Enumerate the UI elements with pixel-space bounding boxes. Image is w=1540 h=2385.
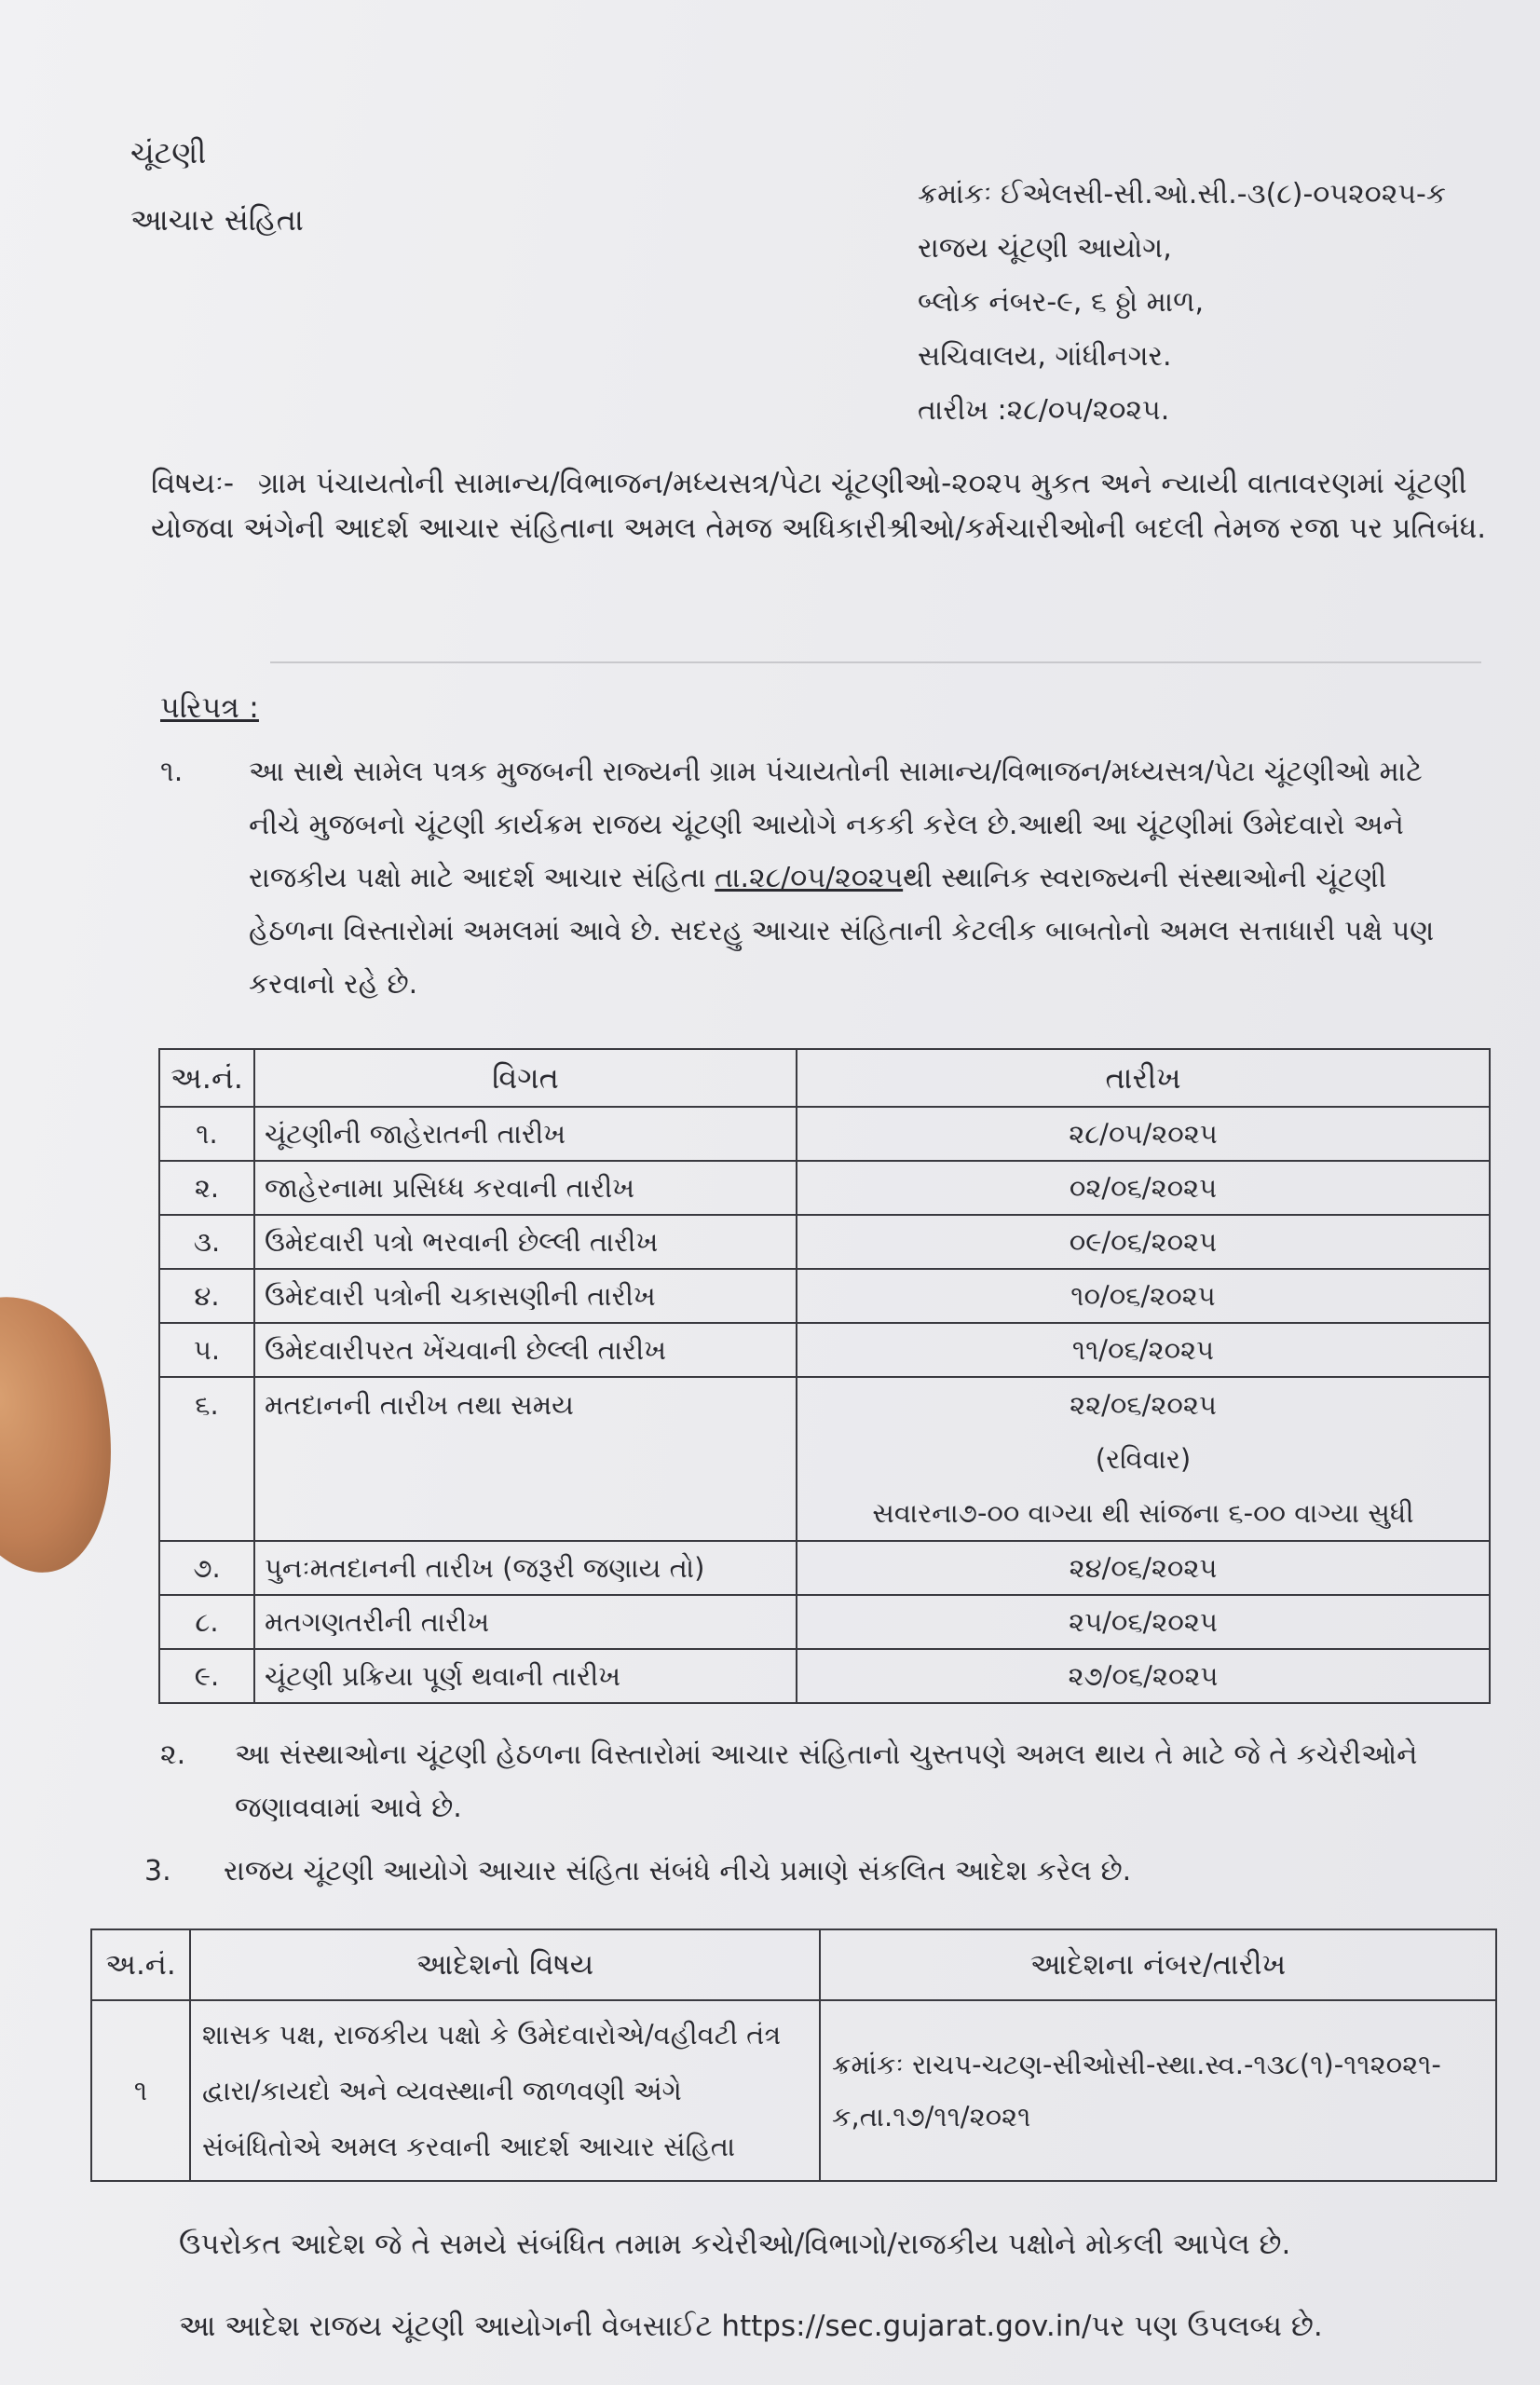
row-number: ૯. [159,1649,254,1703]
polling-time: સવારના૭-૦૦ વાગ્યા થી સાંજના ૬-૦૦ વાગ્યા સુધી [872,1497,1414,1529]
paragraph-2-text: આ સંસ્થાઓના ચૂંટણી હેઠળના વિસ્તારોમાં આચાર સંહિતાનો ચુસ્તપણે અમલ થાય તે માટે જે તે કચેરીઓને જણાવવામાં આવે છે. [235,1738,1418,1824]
row-number [159,1377,254,1541]
row-date: ૨૪/૦૬/૨૦૨૫ [797,1541,1490,1595]
letter-date: તારીખ :૨૮/૦૫/૨૦૨૫. [918,394,1170,427]
row-number: ૪. [159,1269,254,1323]
table-row [159,1541,1490,1595]
header-left [130,119,304,253]
paragraph-2-number: ૨. [160,1738,186,1771]
table-row [159,1269,1490,1323]
row-number: ૭. [159,1541,254,1595]
row-date: ૦૨/૦૬/૨૦૨૫ [797,1161,1490,1215]
paragraph-1-number: ૧. [160,756,184,788]
row-detail: ઉમેદવારી પત્રોની ચકાસણીની તારીખ [254,1269,797,1323]
table-row [159,1107,1490,1161]
polling-day: (રવિવાર) [1095,1443,1192,1475]
divider [270,661,1481,663]
paragraph-1-text-a: આ સાથે સામેલ પત્રક મુજબની રાજ્યની ગ્રામ પંચાયતોની સામાન્ય/વિભાજન/મધ્યસત્ર/પેટા ચૂંટણીઓ માટે નીચે મુજબનો ચૂંટણી કાર્યક્રમ રાજય ચૂંટણી આયોગે નકકી કરેલ છે.આથી આ ચૂંટણીમાં ઉમેદવારો અને રાજકીય પક્ષો માટે આદર્શ આચાર સંહિતા [249,756,1423,894]
table-row [159,1649,1490,1703]
row-detail: ચૂંટણીની જાહેરાતની તારીખ [254,1107,797,1161]
orders-table [90,1928,1497,2182]
row-detail: ઉમેદવારી પત્રો ભરવાની છેલ્લી તારીખ [254,1215,797,1269]
orders-header-no: અ.નં. [91,1929,190,2000]
order-subject: શાસક પક્ષ, રાજકીય પક્ષો કે ઉમેદવારોએ/વહીવટી તંત્ર દ્વારા/કાયદો અને વ્યવસ્થાની જાળવણી અંગે સંબંધિતોએ અમલ કરવાની આદર્શ આચાર સંહિતા [190,2000,820,2181]
order-reference: ક્રમાંકઃ રાચપ-ચટણ-સીઓસી-સ્થા.સ્વ.-૧૩૮(૧)-૧૧૨૦૨૧-ક,તા.૧૭/૧૧/૨૦૨૧ [820,2000,1496,2181]
paragraph-1-date: તા.૨૮/૦૫/૨૦૨૫ [715,862,904,894]
subject [151,461,1492,551]
row-date: ૨૫/૦૬/૨૦૨૫ [797,1595,1490,1649]
reference-number: ક્રમાંકઃ ઈએલસી-સી.ઓ.સી.-૩(૮)-૦૫૨૦૨૫-ક [918,178,1447,211]
footer-line-1: ઉપરોકત આદેશ જે તે સમયે સંબંધિત તમામ કચેરીઓ/વિભાગો/રાજકીય પક્ષોને મોકલી આપેલ છે. [179,2228,1291,2261]
row-detail-text: મતદાનની તારીખ તથા સમય [265,1389,574,1421]
table-row [159,1377,1490,1541]
circular-heading: પરિપત્ર : [160,689,259,725]
table-row [159,1323,1490,1377]
header-right [918,168,1446,438]
thumb-photo-artifact [0,1280,139,1590]
paragraph-1-text-b: થી સ્થાનિક સ્વરાજ્યની સંસ્થાઓની ચૂંટણી હેઠળના વિસ્તારોમાં અમલમાં આવે છે. સદરહુ આચાર સંહિતાની કેટલીક બાબતોનો અમલ સત્તાધારી પક્ષે પણ કરવાનો રહે છે. [249,862,1435,1001]
row-number: ૨. [159,1161,254,1215]
orders-header-row [91,1929,1496,2000]
row-number: ૧. [159,1107,254,1161]
paragraph-1 [160,745,1492,1015]
paragraph-3 [144,1845,1486,1901]
schedule-header-no: અ.નં. [159,1049,254,1107]
row-date: ૧૦/૦૬/૨૦૨૫ [797,1269,1490,1323]
row-detail: ઉમેદવારીપરત ખેંચવાની છેલ્લી તારીખ [254,1323,797,1377]
row-detail: પુનઃમતદાનની તારીખ (જરૂરી જણાય તો) [254,1541,797,1595]
row-detail: મતગણતરીની તારીખ [254,1595,797,1649]
paragraph-3-number: 3. [144,1855,171,1888]
row-detail: ચૂંટણી પ્રક્રિયા પૂર્ણ થવાની તારીખ [254,1649,797,1703]
polling-date: ૨૨/૦૬/૨૦૨૫ [1070,1389,1217,1421]
footer-line-2: આ આદેશ રાજય ચૂંટણી આયોગની વેબસાઈટ https://sec.gujarat.gov.in/પર પણ ઉપલબ્ધ છે. [179,2310,1323,2343]
table-row [159,1161,1490,1215]
orders-header-subject: આદેશનો વિષય [190,1929,820,2000]
row-date: ૨૮/૦૫/૨૦૨૫ [797,1107,1490,1161]
paragraph-1-text [249,745,1479,1011]
subject-label: વિષયઃ- [151,467,235,500]
row-number: ૫. [159,1323,254,1377]
table-row [91,2000,1496,2181]
schedule-header-detail: વિગત [254,1049,797,1107]
row-date: ૨૭/૦૬/૨૦૨૫ [797,1649,1490,1703]
paragraph-2 [160,1728,1492,1840]
office-name: રાજય ચૂંટણી આયોગ, [918,232,1172,265]
office-block: બ્લોક નંબર-૯, ૬ ઠ્ઠો માળ, [918,286,1205,319]
row-number: ૩. [159,1215,254,1269]
table-row [159,1595,1490,1649]
paragraph-3-text: રાજય ચૂંટણી આયોગે આચાર સંહિતા સંબંધે નીચે પ્રમાણે સંકલિત આદેશ કરેલ છે. [224,1855,1132,1888]
order-number: ૧ [91,2000,190,2181]
header-left-line2: આચાર સંહિતા [130,202,304,238]
schedule-table [158,1048,1491,1704]
header-left-line1: ચૂંટણી [130,135,207,170]
schedule-header-date: તારીખ [797,1049,1490,1107]
schedule-header-row [159,1049,1490,1107]
row-number-text: ૬. [195,1389,219,1421]
table-row [159,1215,1490,1269]
subject-text: ગ્રામ પંચાયતોની સામાન્ય/વિભાજન/મધ્યસત્ર/પેટા ચૂંટણીઓ-૨૦૨૫ મુકત અને ન્યાયી વાતાવરણમાં ચૂંટણી યોજવા અંગેની આદર્શ આચાર સંહિતાના અમલ તેમજ અધિકારીશ્રીઓ/કર્મચારીઓની બદલી તેમજ રજા પર પ્રતિબંધ. [151,467,1487,545]
row-detail: જાહેરનામા પ્રસિધ્ધ કરવાની તારીખ [254,1161,797,1215]
row-date [797,1377,1490,1541]
row-detail [254,1377,797,1541]
office-place: સચિવાલય, ગાંધીનગર. [918,340,1172,373]
row-date: ૧૧/૦૬/૨૦૨૫ [797,1323,1490,1377]
row-date: ૦૯/૦૬/૨૦૨૫ [797,1215,1490,1269]
orders-header-ref: આદેશના નંબર/તારીખ [820,1929,1496,2000]
row-number: ૮. [159,1595,254,1649]
